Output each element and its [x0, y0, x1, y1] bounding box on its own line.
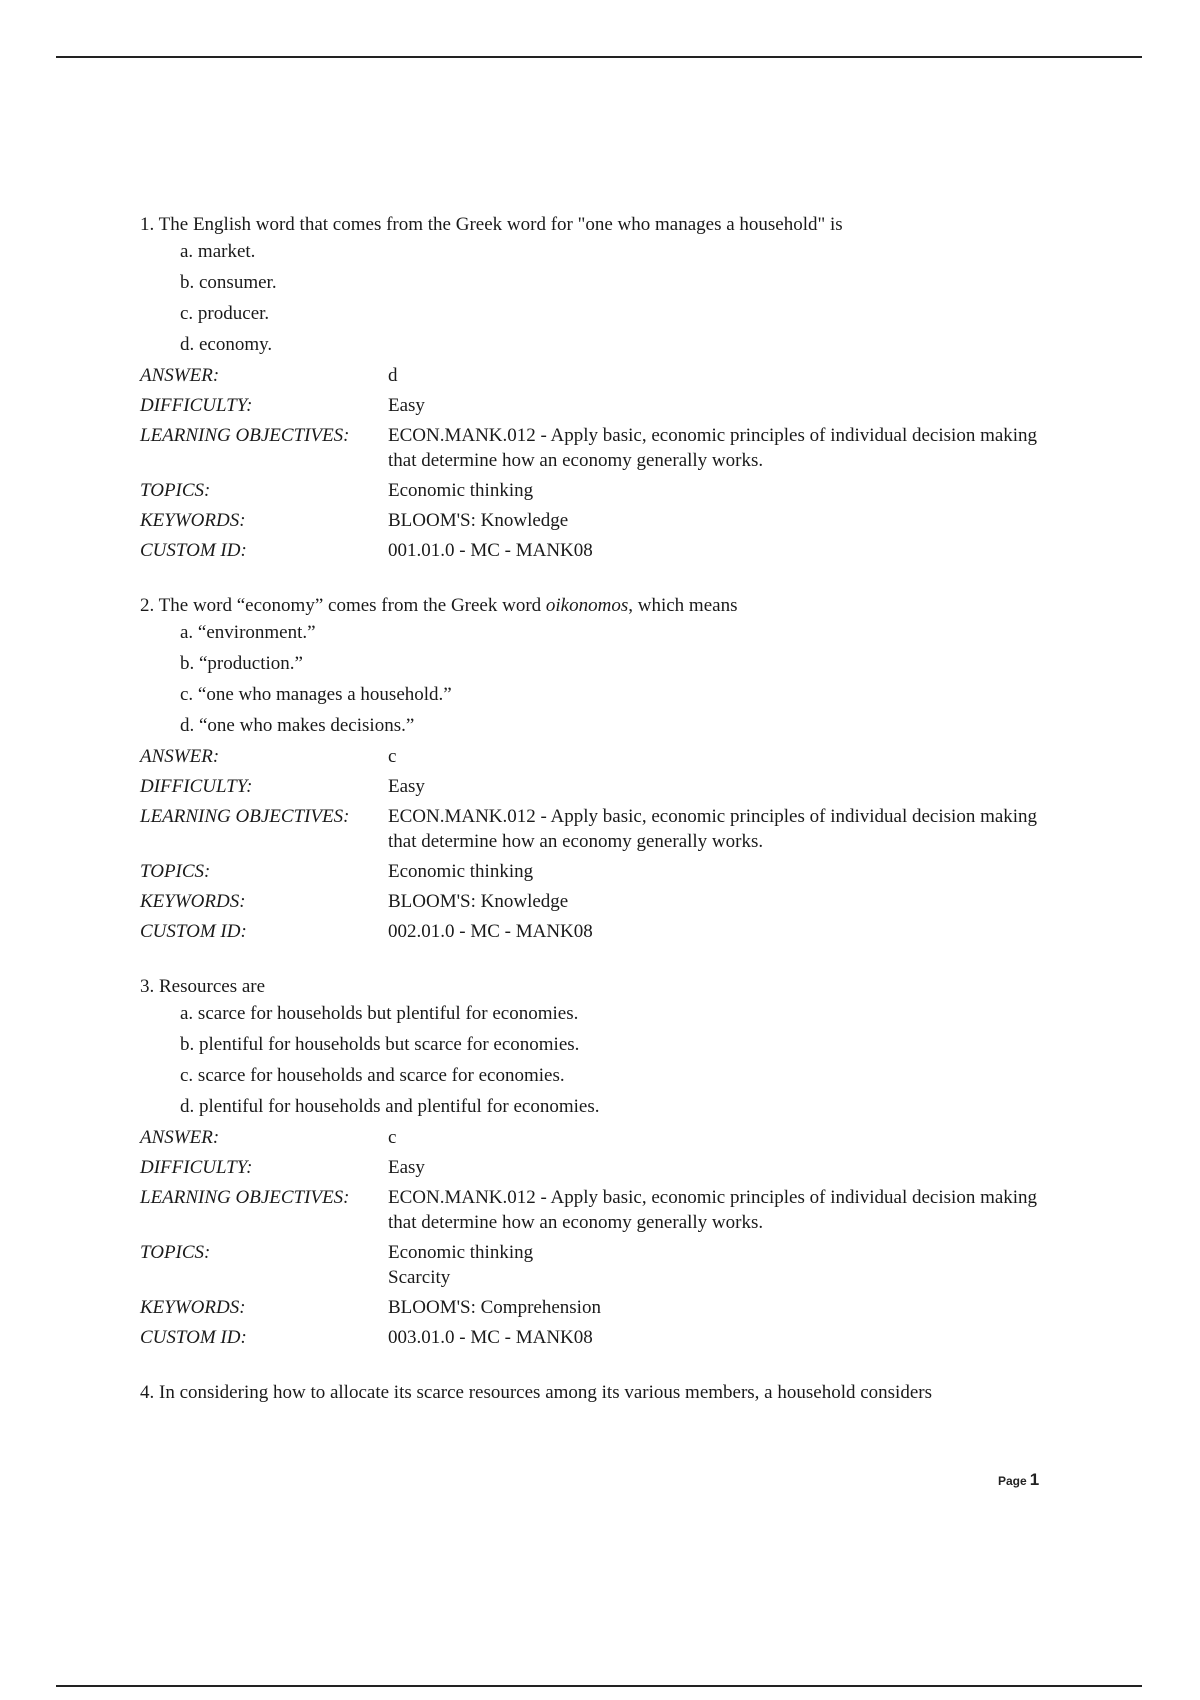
difficulty-value: Easy [388, 395, 425, 416]
question-list [140, 212, 1070, 1407]
answer-value: c [388, 1127, 397, 1148]
learning-objectives-row [140, 1185, 1070, 1235]
topics-value [388, 1240, 1070, 1290]
answer-label: ANSWER: [140, 365, 220, 386]
keywords-value: BLOOM'S: Knowledge [388, 891, 569, 912]
answer-option-b: b. consumer. [180, 272, 277, 293]
answer-value: d [388, 365, 398, 386]
keywords-label: KEYWORDS: [140, 510, 246, 531]
topics-row [140, 1240, 1070, 1290]
question-1 [140, 212, 1070, 563]
difficulty-row [140, 393, 1070, 418]
page-number-value: 1 [1029, 1470, 1040, 1489]
answer-row [140, 1125, 1070, 1150]
topic-item: Economic thinking [388, 480, 534, 501]
keywords-value: BLOOM'S: Comprehension [388, 1297, 601, 1318]
custom-id-label: CUSTOM ID: [140, 540, 247, 561]
difficulty-label: DIFFICULTY: [140, 1157, 253, 1178]
answer-option-b: b. plentiful for households but scarce for economies. [180, 1034, 580, 1055]
difficulty-label: DIFFICULTY: [140, 776, 253, 797]
topics-value [388, 859, 1070, 884]
difficulty-row [140, 774, 1070, 799]
question-stem: 2. The word “economy” comes from the Greek word oikonomos, which means [140, 595, 738, 616]
custom-id-value: 003.01.0 - MC - MANK08 [388, 1327, 593, 1348]
page-word: Page [998, 1474, 1027, 1488]
question-stem: 1. The English word that comes from the Greek word for "one who manages a household" is [140, 214, 843, 235]
question-2 [140, 593, 1070, 944]
keywords-label: KEYWORDS: [140, 891, 246, 912]
learning-objectives-row [140, 804, 1070, 854]
custom-id-label: CUSTOM ID: [140, 921, 247, 942]
topic-item: Economic thinking [388, 1242, 534, 1263]
bottom-rule [56, 1685, 1142, 1687]
keywords-row [140, 889, 1070, 914]
learning-objectives-value: ECON.MANK.012 - Apply basic, economic principles of individual decision making that determine how an economy generally works. [388, 1187, 1038, 1233]
topics-label: TOPICS: [140, 861, 211, 882]
answer-option-d: d. plentiful for households and plentiful for economies. [180, 1096, 600, 1117]
answer-row [140, 363, 1070, 388]
learning-objectives-label: LEARNING OBJECTIVES: [140, 425, 350, 446]
top-rule [56, 56, 1142, 58]
difficulty-value: Easy [388, 1157, 425, 1178]
custom-id-row [140, 1325, 1070, 1350]
keywords-value: BLOOM'S: Knowledge [388, 510, 569, 531]
topics-value [388, 478, 1070, 503]
keywords-row [140, 508, 1070, 533]
question-3 [140, 974, 1070, 1350]
answer-option-a: a. market. [180, 241, 256, 262]
learning-objectives-label: LEARNING OBJECTIVES: [140, 806, 350, 827]
answer-option-d: d. economy. [180, 334, 273, 355]
answer-option-c: c. scarce for households and scarce for economies. [180, 1065, 565, 1086]
custom-id-label: CUSTOM ID: [140, 1327, 247, 1348]
answer-row [140, 744, 1070, 769]
topic-item: Scarcity [388, 1267, 451, 1288]
learning-objectives-value: ECON.MANK.012 - Apply basic, economic principles of individual decision making that determine how an economy generally works. [388, 425, 1038, 471]
custom-id-row [140, 919, 1070, 944]
learning-objectives-value: ECON.MANK.012 - Apply basic, economic principles of individual decision making that determine how an economy generally works. [388, 806, 1038, 852]
custom-id-value: 002.01.0 - MC - MANK08 [388, 921, 593, 942]
learning-objectives-label: LEARNING OBJECTIVES: [140, 1187, 350, 1208]
answer-option-a: a. scarce for households but plentiful for economies. [180, 1003, 579, 1024]
difficulty-row [140, 1155, 1070, 1180]
answer-option-a: a. “environment.” [180, 622, 316, 643]
difficulty-value: Easy [388, 776, 425, 797]
topics-row [140, 478, 1070, 503]
topics-row [140, 859, 1070, 884]
answer-option-d: d. “one who makes decisions.” [180, 715, 415, 736]
custom-id-row [140, 538, 1070, 563]
topics-label: TOPICS: [140, 1242, 211, 1263]
difficulty-label: DIFFICULTY: [140, 395, 253, 416]
answer-option-c: c. “one who manages a household.” [180, 684, 452, 705]
answer-label: ANSWER: [140, 746, 220, 767]
answer-option-b: b. “production.” [180, 653, 303, 674]
answer-label: ANSWER: [140, 1127, 220, 1148]
page-number [998, 1470, 1039, 1490]
topic-item: Economic thinking [388, 861, 534, 882]
learning-objectives-row [140, 423, 1070, 473]
keywords-row [140, 1295, 1070, 1320]
answer-value: c [388, 746, 397, 767]
question-4-stem: 4. In considering how to allocate its scarce resources among its various members, a household considers [140, 1382, 932, 1403]
answer-option-c: c. producer. [180, 303, 270, 324]
topics-label: TOPICS: [140, 480, 211, 501]
question-stem: 3. Resources are [140, 976, 266, 997]
custom-id-value: 001.01.0 - MC - MANK08 [388, 540, 593, 561]
keywords-label: KEYWORDS: [140, 1297, 246, 1318]
